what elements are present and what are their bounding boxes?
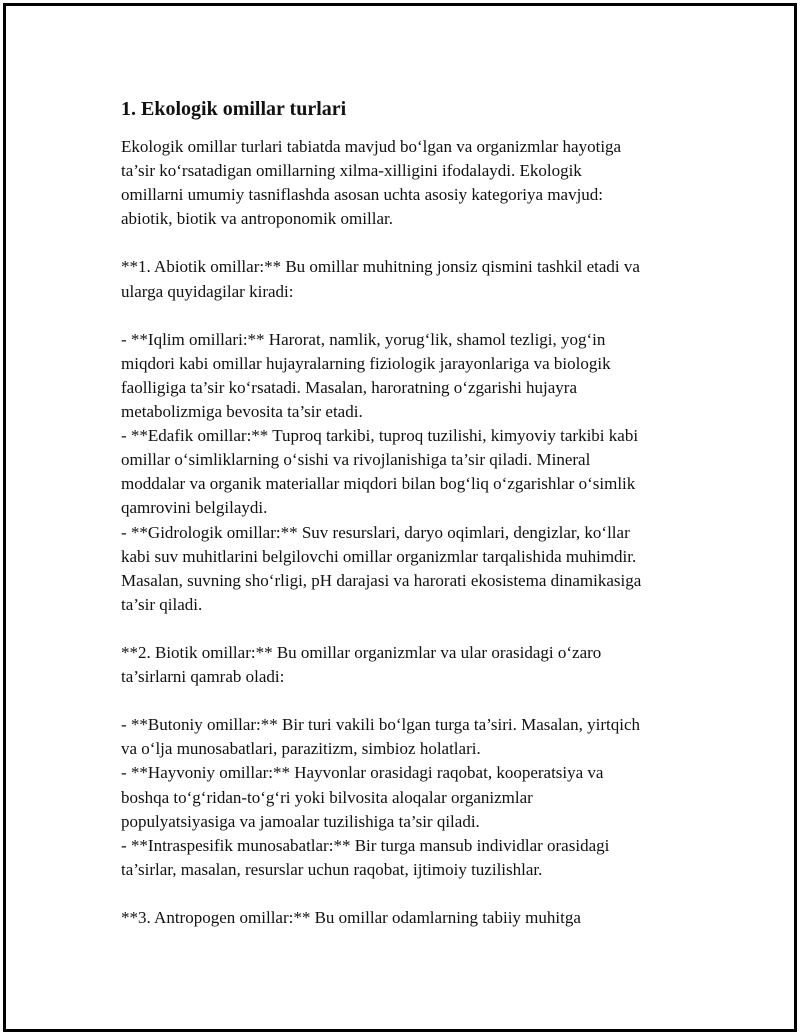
text-line: - **Butoniy omillar:** Bir turi vakili bo‘lgan turga ta’siri. Masalan, yirtqich <box>121 715 641 735</box>
text-line: ta’sir ko‘rsatadigan omillarning xilma-xilligini ifodalaydi. Ekologik <box>121 161 582 181</box>
section-heading: 1. Ekologik omillar turlari <box>121 98 347 120</box>
text-line: - **Intraspesifik munosabatlar:** Bir turga mansub individlar orasidagi <box>121 835 610 855</box>
blank-line <box>121 231 701 255</box>
text-line: miqdori kabi omillar hujayralarning fiziologik jarayonlariga va biologik <box>121 353 611 373</box>
text-line: ta’sir qiladi. <box>121 594 203 614</box>
text-line: abiotik, biotik va antroponomik omillar. <box>121 209 393 229</box>
blank-line <box>121 689 701 713</box>
blank-line <box>121 304 701 328</box>
document-body <box>121 96 701 930</box>
blank-line <box>121 882 701 906</box>
text-line: qamrovini belgilaydi. <box>121 498 268 518</box>
page-frame <box>3 3 797 1032</box>
text-line: - **Hayvoniy omillar:** Hayvonlar orasidagi raqobat, kooperatsiya va <box>121 763 604 783</box>
blank-line <box>121 617 701 641</box>
text-line: faolligiga ta’sir ko‘rsatadi. Masalan, haroratning o‘zgarishi hujayra <box>121 377 578 397</box>
text-line: kabi suv muhitlarini belgilovchi omillar organizmlar tarqalishida muhimdir. <box>121 546 637 566</box>
text-line: populyatsiyasiga va jamoalar tuzilishiga ta’sir qiladi. <box>121 811 480 831</box>
text-line: omillarni umumiy tasniflashda asosan uchta asosiy kategoriya mavjud: <box>121 185 604 205</box>
text-line: **2. Biotik omillar:** Bu omillar organizmlar va ular orasidagi o‘zaro <box>121 642 602 662</box>
text-line: omillar o‘simliklarning o‘sishi va rivojlanishiga ta’sir qiladi. Mineral <box>121 450 591 470</box>
text-line: va o‘lja munosabatlari, parazitizm, simbioz holatlari. <box>121 739 481 759</box>
text-line: - **Iqlim omillari:** Harorat, namlik, yorug‘lik, shamol tezligi, yog‘in <box>121 329 606 349</box>
text-line: Ekologik omillar turlari tabiatda mavjud bo‘lgan va organizmlar hayotiga <box>121 137 622 156</box>
text-line: ta’sirlarni qamrab oladi: <box>121 667 285 687</box>
text-line: **3. Antropogen omillar:** Bu omillar odamlarning tabiiy muhitga <box>121 908 581 927</box>
text-line: moddalar va organik materiallar miqdori bilan bog‘liq o‘zgarishlar o‘simlik <box>121 474 636 494</box>
text-line: ularga quyidagilar kiradi: <box>121 281 294 301</box>
text-line: ta’sirlar, masalan, resurslar uchun raqobat, ijtimoiy tuzilishlar. <box>121 859 543 879</box>
text-line: - **Edafik omillar:** Tuproq tarkibi, tuproq tuzilishi, kimyoviy tarkibi kabi <box>121 426 639 446</box>
text-line: metabolizmiga bevosita ta’sir etadi. <box>121 402 363 422</box>
text-line: **1. Abiotik omillar:** Bu omillar muhitning jonsiz qismini tashkil etadi va <box>121 257 640 277</box>
text-line: boshqa to‘g‘ridan-to‘g‘ri yoki bilvosita aloqalar organizmlar <box>121 787 533 807</box>
text-line: - **Gidrologik omillar:** Suv resurslari, daryo oqimlari, dengizlar, ko‘llar <box>121 522 630 542</box>
paragraph-lines <box>121 135 701 930</box>
text-line: Masalan, suvning sho‘rligi, pH darajasi va harorati ekosistema dinamikasiga <box>121 570 642 590</box>
